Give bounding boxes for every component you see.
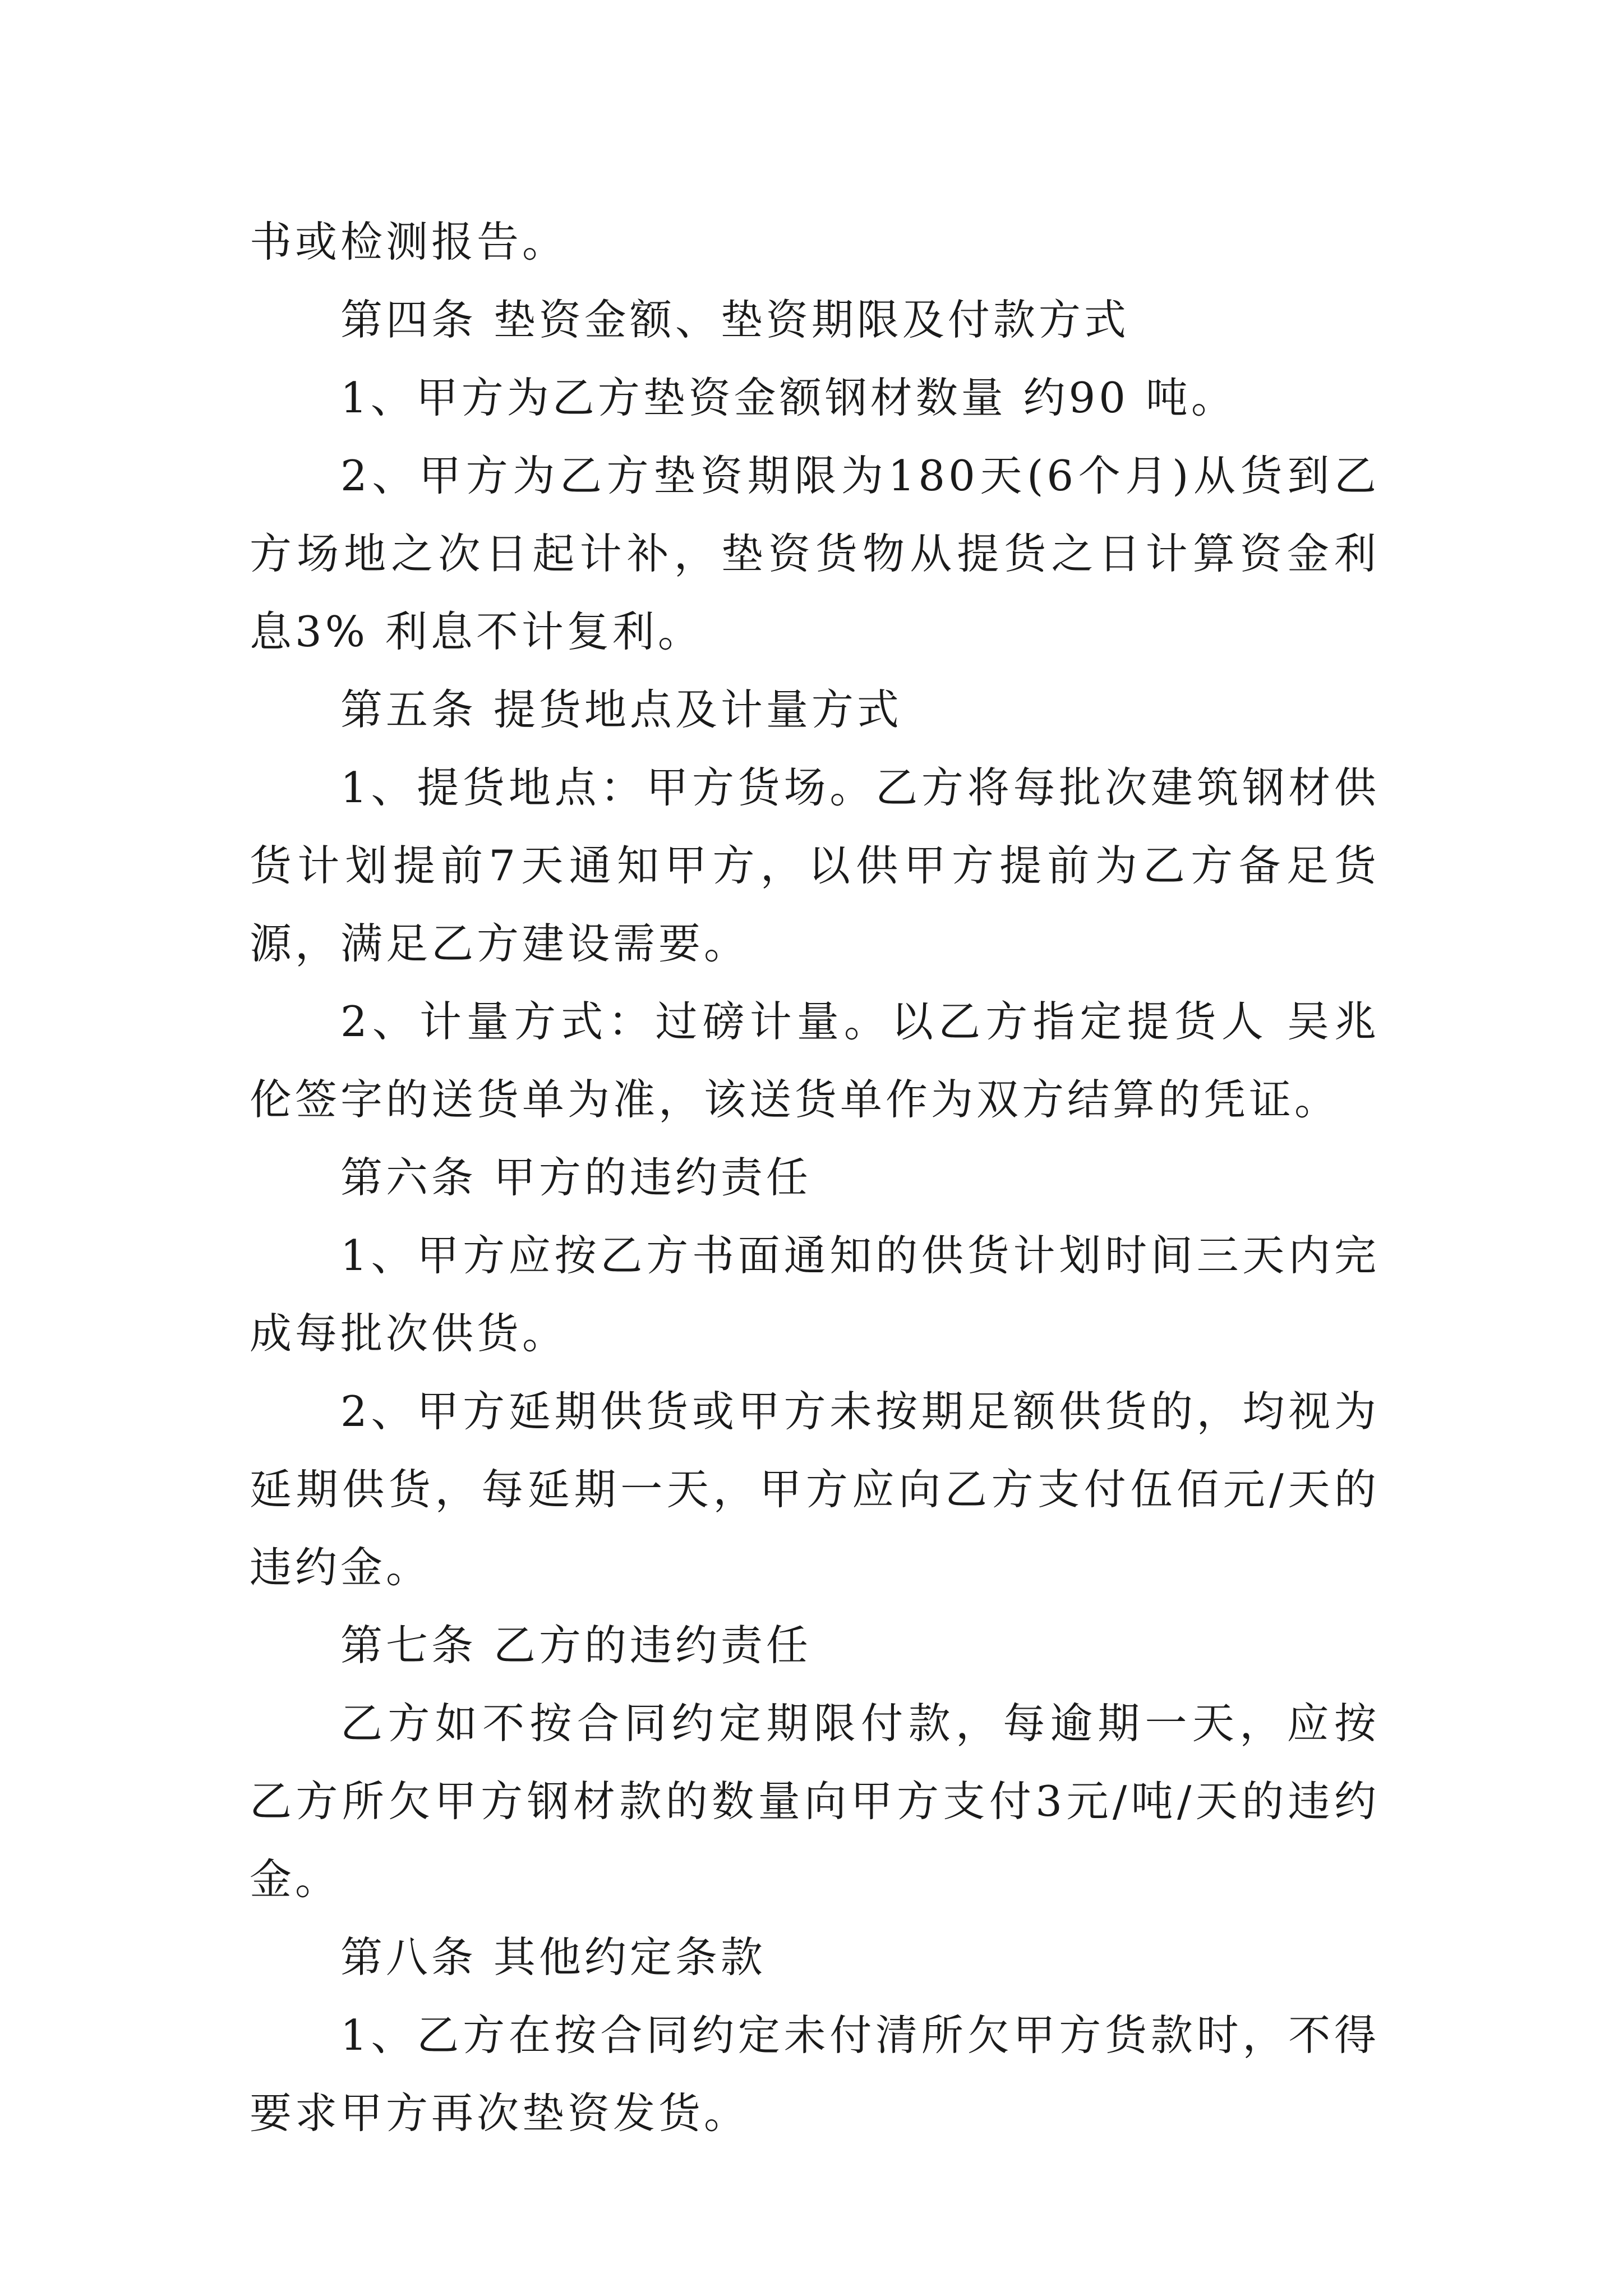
- article-6-item-2: 2、甲方延期供货或甲方未按期足额供货的，均视为延期供货，每延期一天，甲方应向乙方支付伍佰元/天的违约金。: [250, 1387, 1380, 1592]
- article-8-item-1: 1、乙方在按合同约定未付清所欠甲方货款时，不得要求甲方再次垫资发货。: [250, 2010, 1380, 2138]
- article-4-item-2: 2、甲方为乙方垫资期限为180天(6个月)从货到乙方场地之次日起计补，垫资货物从提货之日计算资金利息3% 利息不计复利。: [250, 451, 1380, 656]
- article-4-item-1: 1、甲方为乙方垫资金额钢材数量 约90 吨。: [340, 373, 1237, 422]
- article-5-item-2: 2、计量方式：过磅计量。以乙方指定提货人 吴兆伦签字的送货单为准，该送货单作为双方结算的凭证。: [250, 997, 1380, 1124]
- article-4-heading: 第四条 垫资金额、垫资期限及付款方式: [340, 295, 1129, 344]
- article-7-body: 乙方如不按合同约定期限付款，每逾期一天，应按乙方所欠甲方钢材款的数量向甲方支付3元/吨/天的违约金。: [250, 1699, 1380, 1904]
- document-body: [250, 203, 1380, 2152]
- article-8-heading: 第八条 其他约定条款: [340, 1932, 766, 1982]
- article-5-heading: 第五条 提货地点及计量方式: [340, 685, 902, 734]
- article-7-heading: 第七条 乙方的违约责任: [340, 1621, 811, 1670]
- article-5-item-1: 1、提货地点：甲方货场。乙方将每批次建筑钢材供货计划提前7天通知甲方，以供甲方提前为乙方备足货源，满足乙方建设需要。: [250, 763, 1380, 968]
- article-6-item-1: 1、甲方应按乙方书面通知的供货计划时间三天内完成每批次供货。: [250, 1231, 1380, 1358]
- article-6-heading: 第六条 甲方的违约责任: [340, 1153, 811, 1202]
- paragraph-continuation: 书或检测报告。: [250, 217, 568, 266]
